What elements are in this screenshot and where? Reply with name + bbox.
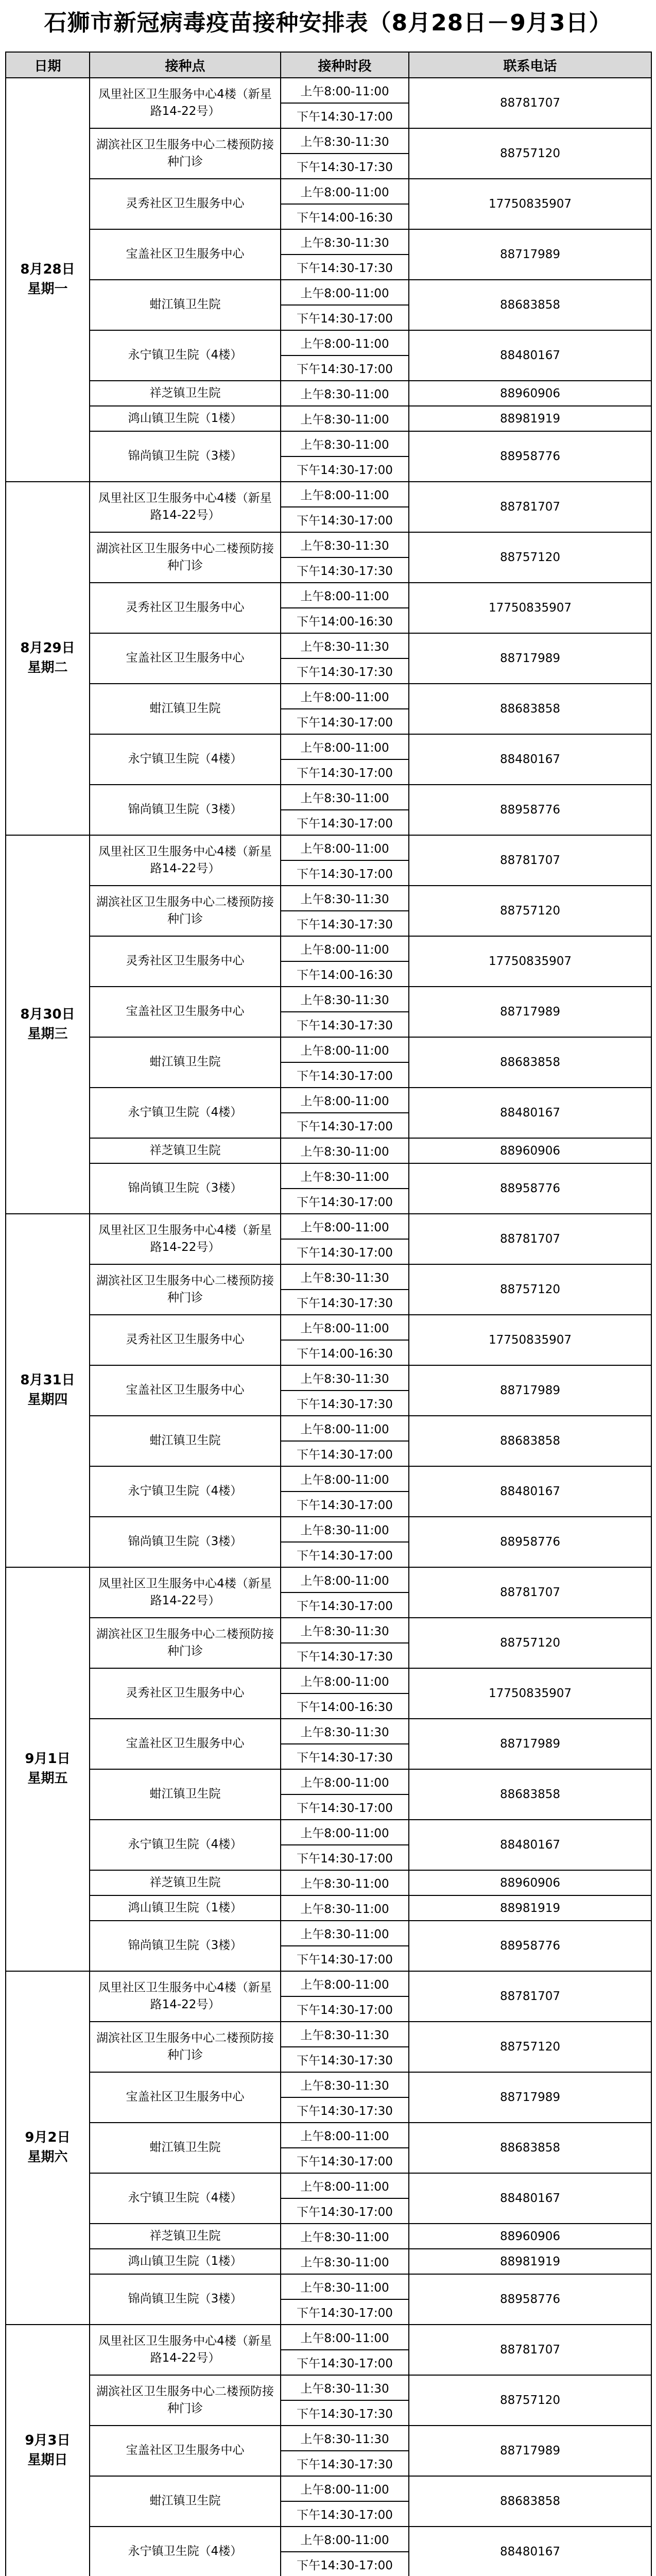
time-slot-cell: 上午8:30-11:30	[281, 2022, 409, 2047]
site-name-cell: 凤里社区卫生服务中心4楼（新星路14-22号）	[90, 835, 281, 886]
table-row	[6, 1870, 651, 1895]
phone-cell: 88480167	[409, 1820, 651, 1870]
time-slot-cell: 上午8:30-11:00	[281, 1870, 409, 1895]
phone-cell: 88981919	[409, 1895, 651, 1921]
time-slot-cell: 上午8:00-11:00	[281, 1668, 409, 1693]
time-slot-cell: 上午8:00-11:00	[281, 1567, 409, 1592]
time-slot-cell: 下午14:30-17:00	[281, 1189, 409, 1214]
table-row	[6, 2325, 651, 2350]
table-row	[6, 431, 651, 456]
phone-cell: 88717989	[409, 229, 651, 280]
time-slot-cell: 下午14:30-17:30	[281, 557, 409, 583]
date-label: 9月2日	[25, 2130, 71, 2146]
time-slot-cell: 上午8:30-11:00	[281, 1921, 409, 1946]
table-row	[6, 1416, 651, 1441]
page-title: 石狮市新冠病毒疫苗接种安排表（8月28日－9月3日）	[44, 10, 612, 36]
site-name-cell: 鸿山镇卫生院（1楼）	[90, 2249, 281, 2274]
phone-cell: 88757120	[409, 2022, 651, 2072]
phone-cell: 88960906	[409, 2224, 651, 2249]
table-row	[6, 381, 651, 406]
time-slot-cell: 上午8:00-11:00	[281, 2325, 409, 2350]
time-slot-cell: 上午8:00-11:00	[281, 280, 409, 305]
table-row	[6, 1138, 651, 1163]
table-row	[6, 1895, 651, 1921]
table-row	[6, 1719, 651, 1744]
time-slot-cell: 下午14:30-17:00	[281, 1239, 409, 1264]
phone-cell: 88960906	[409, 381, 651, 406]
date-cell	[6, 2325, 90, 2576]
time-slot-cell: 下午14:30-17:30	[281, 1643, 409, 1668]
time-slot-cell: 下午14:30-17:00	[281, 1441, 409, 1466]
table-row	[6, 1971, 651, 1996]
weekday-label: 星期二	[27, 660, 68, 675]
table-row	[6, 2022, 651, 2047]
time-slot-cell: 上午8:30-11:30	[281, 633, 409, 658]
site-name-cell: 灵秀社区卫生服务中心	[90, 1668, 281, 1719]
site-name-cell: 灵秀社区卫生服务中心	[90, 179, 281, 229]
time-slot-cell: 上午8:00-11:00	[281, 179, 409, 204]
time-slot-cell: 上午8:30-11:00	[281, 431, 409, 456]
time-slot-cell: 下午14:30-17:00	[281, 355, 409, 381]
table-row	[6, 1820, 651, 1845]
site-name-cell: 锦尚镇卫生院（3楼）	[90, 1517, 281, 1567]
phone-cell: 88480167	[409, 1466, 651, 1517]
time-slot-cell: 上午8:00-11:00	[281, 78, 409, 103]
site-name-cell: 凤里社区卫生服务中心4楼（新星路14-22号）	[90, 78, 281, 128]
site-name-cell: 凤里社区卫生服务中心4楼（新星路14-22号）	[90, 2325, 281, 2375]
time-slot-cell: 下午14:30-17:30	[281, 911, 409, 936]
date-cell	[6, 1971, 90, 2325]
time-slot-cell: 下午14:00-16:30	[281, 204, 409, 229]
time-slot-cell: 上午8:00-11:00	[281, 1820, 409, 1845]
table-row	[6, 1769, 651, 1794]
date-label: 8月30日	[20, 1006, 75, 1022]
date-cell	[6, 78, 90, 482]
time-slot-cell: 下午14:30-17:00	[281, 810, 409, 835]
phone-cell: 17750835907	[409, 1668, 651, 1719]
site-name-cell: 锦尚镇卫生院（3楼）	[90, 2274, 281, 2325]
time-slot-cell: 上午8:30-11:00	[281, 785, 409, 810]
site-name-cell: 蚶江镇卫生院	[90, 1416, 281, 1466]
time-slot-cell: 下午14:30-17:00	[281, 305, 409, 330]
time-slot-cell: 上午8:30-11:30	[281, 2072, 409, 2097]
site-name-cell: 宝盖社区卫生服务中心	[90, 1719, 281, 1769]
site-name-cell: 宝盖社区卫生服务中心	[90, 229, 281, 280]
phone-cell: 88683858	[409, 2476, 651, 2527]
phone-cell: 88717989	[409, 987, 651, 1037]
time-slot-cell: 下午14:30-17:00	[281, 1113, 409, 1138]
date-label: 8月28日	[20, 262, 75, 278]
time-slot-cell: 下午14:00-16:30	[281, 1693, 409, 1719]
weekday-label: 星期日	[27, 2452, 68, 2468]
time-slot-cell: 下午14:30-17:30	[281, 1290, 409, 1315]
time-slot-cell: 上午8:00-11:00	[281, 2527, 409, 2552]
time-slot-cell: 上午8:00-11:00	[281, 330, 409, 355]
site-name-cell: 蚶江镇卫生院	[90, 1037, 281, 1088]
time-slot-cell: 上午8:30-11:30	[281, 987, 409, 1012]
time-slot-cell: 下午14:30-17:00	[281, 1592, 409, 1618]
date-cell	[6, 1567, 90, 1971]
time-slot-cell: 上午8:30-11:00	[281, 2249, 409, 2274]
site-name-cell: 永宁镇卫生院（4楼）	[90, 1820, 281, 1870]
table-row	[6, 2173, 651, 2198]
time-slot-cell: 下午14:30-17:00	[281, 1794, 409, 1820]
table-row	[6, 835, 651, 860]
table-row	[6, 2224, 651, 2249]
time-slot-cell: 上午8:30-11:00	[281, 406, 409, 431]
phone-cell: 88981919	[409, 406, 651, 431]
phone-cell: 88958776	[409, 1163, 651, 1214]
date-label: 8月31日	[20, 1372, 75, 1388]
phone-cell: 88480167	[409, 734, 651, 785]
site-name-cell: 宝盖社区卫生服务中心	[90, 987, 281, 1037]
phone-cell: 88781707	[409, 78, 651, 128]
time-slot-cell: 下午14:30-17:00	[281, 1062, 409, 1088]
site-name-cell: 蚶江镇卫生院	[90, 684, 281, 734]
table-row	[6, 2476, 651, 2501]
time-slot-cell: 下午14:30-17:00	[281, 2198, 409, 2224]
table-row	[6, 1037, 651, 1062]
site-name-cell: 湖滨社区卫生服务中心二楼预防接种门诊	[90, 1264, 281, 1315]
schedule-body	[6, 78, 651, 2576]
phone-cell: 17750835907	[409, 179, 651, 229]
site-name-cell: 永宁镇卫生院（4楼）	[90, 2173, 281, 2224]
time-slot-cell: 下午14:30-17:00	[281, 860, 409, 886]
site-name-cell: 灵秀社区卫生服务中心	[90, 1315, 281, 1365]
phone-cell: 88757120	[409, 1618, 651, 1668]
site-name-cell: 蚶江镇卫生院	[90, 2476, 281, 2527]
time-slot-cell: 下午14:30-17:30	[281, 1391, 409, 1416]
phone-cell: 88958776	[409, 785, 651, 835]
table-row	[6, 583, 651, 608]
phone-cell: 88981919	[409, 2249, 651, 2274]
phone-cell: 88717989	[409, 633, 651, 684]
site-name-cell: 湖滨社区卫生服务中心二楼预防接种门诊	[90, 1618, 281, 1668]
date-cell	[6, 482, 90, 835]
time-slot-cell: 上午8:00-11:00	[281, 1214, 409, 1239]
time-slot-cell: 下午14:30-17:30	[281, 2400, 409, 2426]
time-slot-cell: 上午8:00-11:00	[281, 2123, 409, 2148]
site-name-cell: 永宁镇卫生院（4楼）	[90, 734, 281, 785]
phone-cell: 17750835907	[409, 1315, 651, 1365]
phone-cell: 88757120	[409, 886, 651, 936]
site-name-cell: 湖滨社区卫生服务中心二楼预防接种门诊	[90, 2375, 281, 2426]
phone-cell: 88480167	[409, 2527, 651, 2576]
table-row	[6, 2274, 651, 2299]
table-row	[6, 1517, 651, 1542]
site-name-cell: 锦尚镇卫生院（3楼）	[90, 785, 281, 835]
site-name-cell: 永宁镇卫生院（4楼）	[90, 2527, 281, 2576]
time-slot-cell: 下午14:30-17:00	[281, 507, 409, 532]
phone-cell: 88958776	[409, 2274, 651, 2325]
phone-cell: 88781707	[409, 482, 651, 532]
phone-cell: 88757120	[409, 1264, 651, 1315]
site-name-cell: 锦尚镇卫生院（3楼）	[90, 431, 281, 482]
table-row	[6, 2375, 651, 2400]
site-name-cell: 祥芝镇卫生院	[90, 1138, 281, 1163]
table-row	[6, 1668, 651, 1693]
phone-cell: 88781707	[409, 2325, 651, 2375]
time-slot-cell: 下午14:30-17:00	[281, 1996, 409, 2022]
phone-cell: 88683858	[409, 1769, 651, 1820]
table-row	[6, 330, 651, 355]
table-row	[6, 1088, 651, 1113]
time-slot-cell: 下午14:30-17:00	[281, 2501, 409, 2527]
time-slot-cell: 上午8:00-11:00	[281, 583, 409, 608]
phone-cell: 88781707	[409, 835, 651, 886]
site-name-cell: 祥芝镇卫生院	[90, 2224, 281, 2249]
time-slot-cell: 上午8:30-11:30	[281, 532, 409, 557]
site-name-cell: 宝盖社区卫生服务中心	[90, 2426, 281, 2476]
time-slot-cell: 上午8:30-11:30	[281, 2426, 409, 2451]
table-row	[6, 2249, 651, 2274]
table-row	[6, 78, 651, 103]
site-name-cell: 灵秀社区卫生服务中心	[90, 936, 281, 987]
table-row	[6, 987, 651, 1012]
time-slot-cell: 上午8:00-11:00	[281, 936, 409, 961]
time-slot-cell: 上午8:00-11:00	[281, 1769, 409, 1794]
date-label: 9月1日	[25, 1751, 71, 1767]
site-name-cell: 鸿山镇卫生院（1楼）	[90, 1895, 281, 1921]
time-slot-cell: 上午8:00-11:00	[281, 1037, 409, 1062]
table-row	[6, 406, 651, 431]
time-slot-cell: 上午8:30-11:30	[281, 1719, 409, 1744]
table-row	[6, 2527, 651, 2552]
table-row	[6, 633, 651, 658]
time-slot-cell: 上午8:00-11:00	[281, 2173, 409, 2198]
table-row	[6, 684, 651, 709]
phone-cell: 88683858	[409, 280, 651, 330]
weekday-label: 星期六	[27, 2149, 68, 2165]
phone-cell: 88717989	[409, 1365, 651, 1416]
time-slot-cell: 上午8:00-11:00	[281, 835, 409, 860]
header-date: 日期	[6, 52, 90, 78]
time-slot-cell: 下午14:00-16:30	[281, 1340, 409, 1365]
phone-cell: 88757120	[409, 128, 651, 179]
table-row	[6, 785, 651, 810]
phone-cell: 88958776	[409, 1921, 651, 1971]
table-row	[6, 280, 651, 305]
time-slot-cell: 下午14:00-16:30	[281, 608, 409, 633]
table-row	[6, 2426, 651, 2451]
header-site: 接种点	[90, 52, 281, 78]
table-row	[6, 1567, 651, 1592]
time-slot-cell: 上午8:30-11:00	[281, 2224, 409, 2249]
site-name-cell: 锦尚镇卫生院（3楼）	[90, 1921, 281, 1971]
site-name-cell: 凤里社区卫生服务中心4楼（新星路14-22号）	[90, 1214, 281, 1264]
site-name-cell: 鸿山镇卫生院（1楼）	[90, 406, 281, 431]
time-slot-cell: 下午14:30-17:30	[281, 2451, 409, 2476]
time-slot-cell: 上午8:30-11:30	[281, 229, 409, 255]
table-row	[6, 1466, 651, 1492]
header-phone: 联系电话	[409, 52, 651, 78]
site-name-cell: 永宁镇卫生院（4楼）	[90, 330, 281, 381]
phone-cell: 17750835907	[409, 583, 651, 633]
time-slot-cell: 下午14:30-17:30	[281, 1744, 409, 1769]
time-slot-cell: 上午8:30-11:30	[281, 128, 409, 154]
table-row	[6, 734, 651, 759]
header-time-slot: 接种时段	[281, 52, 409, 78]
table-row	[6, 1921, 651, 1946]
time-slot-cell: 上午8:30-11:30	[281, 1365, 409, 1391]
time-slot-cell: 下午14:30-17:30	[281, 255, 409, 280]
table-row	[6, 886, 651, 911]
table-row	[6, 128, 651, 154]
time-slot-cell: 下午14:30-17:30	[281, 154, 409, 179]
phone-cell: 88683858	[409, 1416, 651, 1466]
time-slot-cell: 上午8:00-11:00	[281, 684, 409, 709]
time-slot-cell: 上午8:30-11:00	[281, 1138, 409, 1163]
table-row	[6, 1214, 651, 1239]
time-slot-cell: 下午14:00-16:30	[281, 961, 409, 987]
phone-cell: 88683858	[409, 684, 651, 734]
time-slot-cell: 下午14:30-17:00	[281, 1542, 409, 1567]
time-slot-cell: 下午14:30-17:30	[281, 658, 409, 684]
time-slot-cell: 上午8:30-11:00	[281, 1895, 409, 1921]
site-name-cell: 湖滨社区卫生服务中心二楼预防接种门诊	[90, 886, 281, 936]
time-slot-cell: 上午8:30-11:30	[281, 1618, 409, 1643]
time-slot-cell: 下午14:30-17:00	[281, 103, 409, 128]
site-name-cell: 凤里社区卫生服务中心4楼（新星路14-22号）	[90, 1971, 281, 2022]
time-slot-cell: 上午8:00-11:00	[281, 1315, 409, 1340]
phone-cell: 88757120	[409, 532, 651, 583]
site-name-cell: 凤里社区卫生服务中心4楼（新星路14-22号）	[90, 1567, 281, 1618]
site-name-cell: 宝盖社区卫生服务中心	[90, 1365, 281, 1416]
time-slot-cell: 上午8:30-11:00	[281, 2274, 409, 2299]
time-slot-cell: 上午8:30-11:30	[281, 1264, 409, 1290]
weekday-label: 星期四	[27, 1392, 68, 1408]
time-slot-cell: 上午8:00-11:00	[281, 1416, 409, 1441]
time-slot-cell: 下午14:30-17:00	[281, 2350, 409, 2375]
site-name-cell: 永宁镇卫生院（4楼）	[90, 1466, 281, 1517]
time-slot-cell: 下午14:30-17:00	[281, 2552, 409, 2576]
time-slot-cell: 下午14:30-17:00	[281, 2299, 409, 2325]
time-slot-cell: 上午8:00-11:00	[281, 2476, 409, 2501]
phone-cell: 17750835907	[409, 936, 651, 987]
phone-cell: 88480167	[409, 1088, 651, 1138]
time-slot-cell: 下午14:30-17:30	[281, 1012, 409, 1037]
table-row	[6, 1315, 651, 1340]
site-name-cell: 湖滨社区卫生服务中心二楼预防接种门诊	[90, 128, 281, 179]
site-name-cell: 灵秀社区卫生服务中心	[90, 583, 281, 633]
table-row	[6, 1365, 651, 1391]
phone-cell: 88717989	[409, 1719, 651, 1769]
site-name-cell: 湖滨社区卫生服务中心二楼预防接种门诊	[90, 532, 281, 583]
weekday-label: 星期一	[27, 281, 68, 297]
site-name-cell: 蚶江镇卫生院	[90, 2123, 281, 2173]
time-slot-cell: 下午14:30-17:00	[281, 2148, 409, 2173]
site-name-cell: 宝盖社区卫生服务中心	[90, 2072, 281, 2123]
time-slot-cell: 上午8:30-11:00	[281, 1163, 409, 1189]
table-row	[6, 1618, 651, 1643]
date-label: 9月3日	[25, 2433, 71, 2449]
time-slot-cell: 下午14:30-17:00	[281, 456, 409, 482]
time-slot-cell: 下午14:30-17:00	[281, 1946, 409, 1971]
site-name-cell: 宝盖社区卫生服务中心	[90, 633, 281, 684]
weekday-label: 星期五	[27, 1771, 68, 1786]
time-slot-cell: 下午14:30-17:30	[281, 2047, 409, 2072]
table-row	[6, 2072, 651, 2097]
table-row	[6, 1264, 651, 1290]
phone-cell: 88683858	[409, 1037, 651, 1088]
phone-cell: 88958776	[409, 431, 651, 482]
site-name-cell: 祥芝镇卫生院	[90, 381, 281, 406]
time-slot-cell: 上午8:30-11:00	[281, 1517, 409, 1542]
site-name-cell: 蚶江镇卫生院	[90, 280, 281, 330]
phone-cell: 88781707	[409, 1971, 651, 2022]
time-slot-cell: 上午8:30-11:00	[281, 381, 409, 406]
table-row	[6, 936, 651, 961]
date-cell	[6, 1214, 90, 1567]
site-name-cell: 永宁镇卫生院（4楼）	[90, 1088, 281, 1138]
table-header-row	[6, 52, 651, 78]
time-slot-cell: 上午8:00-11:00	[281, 1088, 409, 1113]
table-row	[6, 1163, 651, 1189]
time-slot-cell: 上午8:30-11:30	[281, 2375, 409, 2400]
time-slot-cell: 上午8:00-11:00	[281, 1971, 409, 1996]
phone-cell: 88960906	[409, 1870, 651, 1895]
phone-cell: 88958776	[409, 1517, 651, 1567]
site-name-cell: 锦尚镇卫生院（3楼）	[90, 1163, 281, 1214]
time-slot-cell: 下午14:30-17:30	[281, 2097, 409, 2123]
vaccination-schedule-table	[5, 52, 652, 2576]
phone-cell: 88480167	[409, 330, 651, 381]
site-name-cell: 凤里社区卫生服务中心4楼（新星路14-22号）	[90, 482, 281, 532]
time-slot-cell: 下午14:30-17:00	[281, 709, 409, 734]
site-name-cell: 湖滨社区卫生服务中心二楼预防接种门诊	[90, 2022, 281, 2072]
time-slot-cell: 下午14:30-17:00	[281, 1492, 409, 1517]
time-slot-cell: 上午8:30-11:30	[281, 886, 409, 911]
phone-cell: 88781707	[409, 1214, 651, 1264]
table-row	[6, 482, 651, 507]
site-name-cell: 祥芝镇卫生院	[90, 1870, 281, 1895]
site-name-cell: 蚶江镇卫生院	[90, 1769, 281, 1820]
time-slot-cell: 上午8:00-11:00	[281, 734, 409, 759]
date-label: 8月29日	[20, 640, 75, 656]
date-cell	[6, 835, 90, 1214]
table-row	[6, 2123, 651, 2148]
time-slot-cell: 下午14:30-17:00	[281, 1845, 409, 1870]
table-row	[6, 229, 651, 255]
phone-cell: 88717989	[409, 2426, 651, 2476]
table-row	[6, 179, 651, 204]
time-slot-cell: 下午14:30-17:00	[281, 759, 409, 785]
phone-cell: 88683858	[409, 2123, 651, 2173]
phone-cell: 88717989	[409, 2072, 651, 2123]
time-slot-cell: 上午8:00-11:00	[281, 1466, 409, 1492]
table-row	[6, 532, 651, 557]
phone-cell: 88480167	[409, 2173, 651, 2224]
weekday-label: 星期三	[27, 1026, 68, 1042]
phone-cell: 88781707	[409, 1567, 651, 1618]
phone-cell: 88960906	[409, 1138, 651, 1163]
phone-cell: 88757120	[409, 2375, 651, 2426]
time-slot-cell: 上午8:00-11:00	[281, 482, 409, 507]
